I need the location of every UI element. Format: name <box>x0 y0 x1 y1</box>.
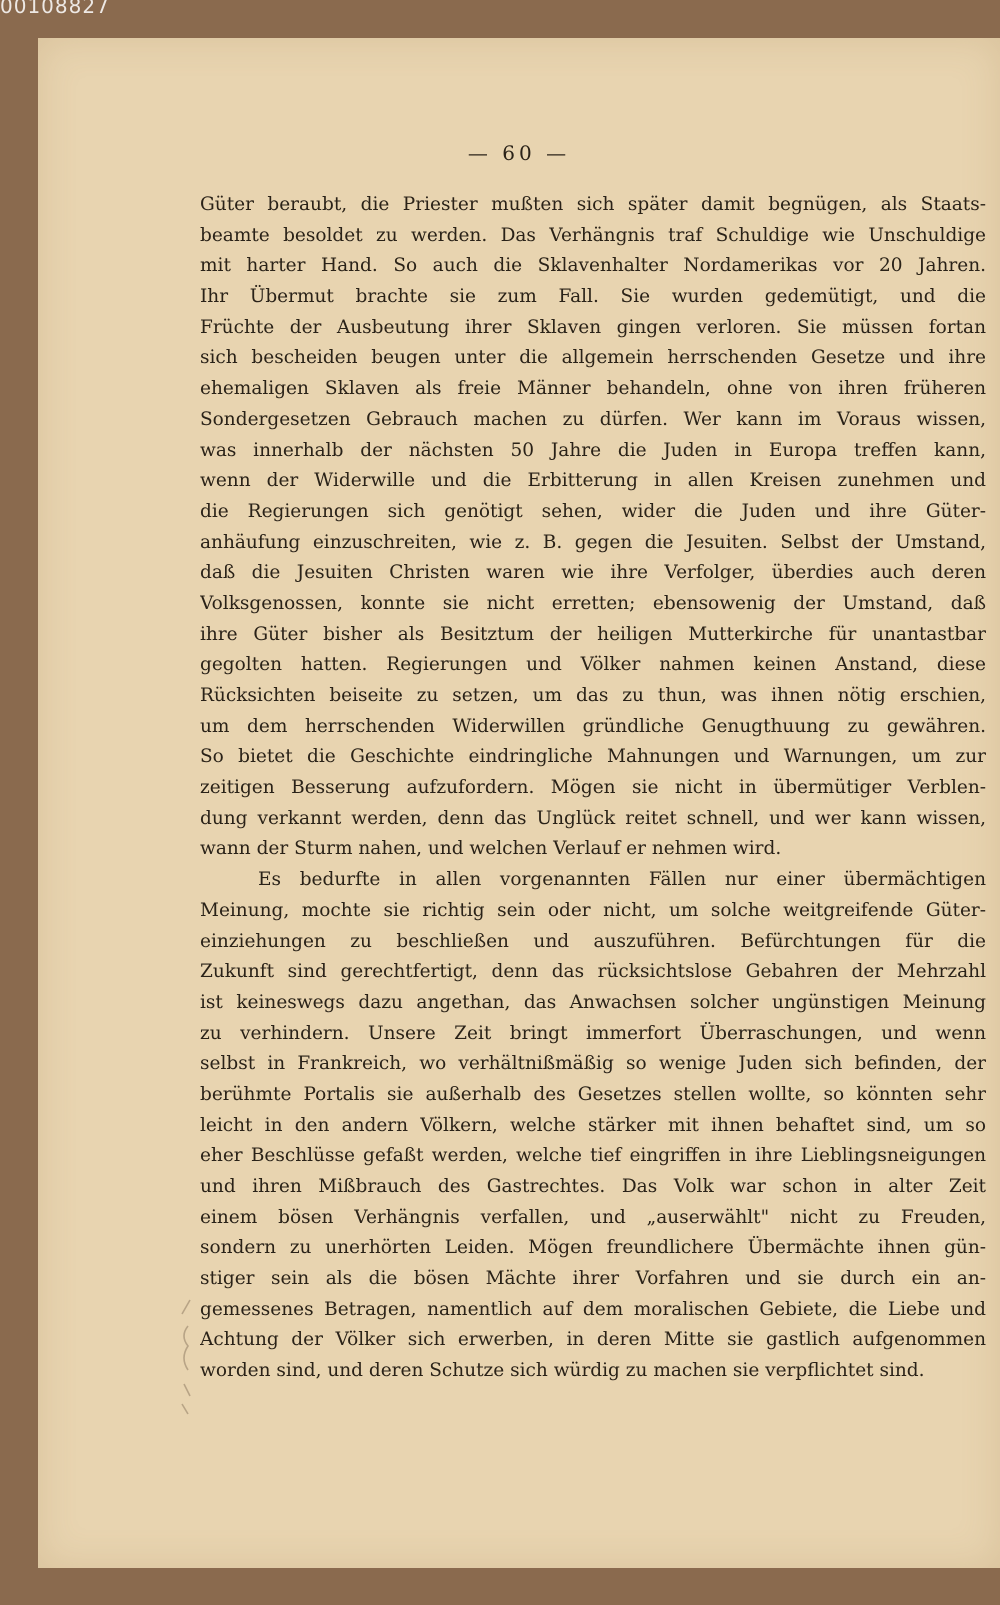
text-line: und ihren Mißbrauch des Gastrechtes. Das Volk war schon in alter Zeit <box>200 1176 986 1197</box>
text-line: Sondergesetzen Gebrauch machen zu dürfen. Wer kann im Voraus wissen, <box>200 408 986 430</box>
margin-pencil-mark <box>176 1296 196 1416</box>
text-line: stiger sein als die bösen Mächte ihrer Vorfahren und sie durch ein an- <box>200 1268 986 1290</box>
text-line: gegolten hatten. Regierungen und Völker nahmen keinen Anstand, diese <box>200 654 986 676</box>
text-line: So bietet die Geschichte eindringliche Mahnungen und Warnungen, um zur <box>200 746 986 768</box>
text-line: einziehungen zu beschließen und auszuführen. Befürchtungen für die <box>200 930 986 952</box>
body-text <box>200 190 986 1387</box>
text-line: leicht in den andern Völkern, welche stärker mit ihnen behaftet sind, um so <box>200 1114 986 1136</box>
text-line: um dem herrschenden Widerwillen gründliche Genugthuung zu gewähren. <box>200 715 986 737</box>
page-number: — 60 — <box>467 141 571 165</box>
text-line: anhäufung einzuschreiten, wie z. B. gegen die Jesuiten. Selbst der Umstand, <box>200 531 986 553</box>
text-line: Achtung der Völker sich erwerben, in deren Mitte sie gastlich aufgenommen <box>200 1329 986 1351</box>
text-line: Meinung, mochte sie richtig sein oder nicht, um solche weitgreifende Güter- <box>200 899 986 921</box>
text-line: die Regierungen sich genötigt sehen, wider die Juden und ihre Güter- <box>200 500 986 522</box>
text-line: einem bösen Verhängnis verfallen, und „auserwählt" nicht zu Freuden, <box>200 1206 986 1228</box>
text-line: ehemaligen Sklaven als freie Männer behandeln, ohne von ihren früheren <box>200 378 986 400</box>
text-line: sich bescheiden beugen unter die allgemein herrschenden Gesetze und ihre <box>200 347 986 369</box>
text-line: zu verhindern. Unsere Zeit bringt immerfort Überraschungen, und wenn <box>200 1022 986 1044</box>
text-line: zeitigen Besserung aufzufordern. Mögen sie nicht in übermütiger Verblen- <box>200 777 986 799</box>
text-line: beamte besoldet zu werden. Das Verhängnis traf Schuldige wie Unschuldige <box>200 224 986 246</box>
text-line: was innerhalb der nächsten 50 Jahre die Juden in Europa treffen kann, <box>200 439 986 461</box>
text-line: Volksgenossen, konnte sie nicht erretten; ebensowenig der Umstand, daß <box>200 592 986 614</box>
text-line: Ihr Übermut brachte sie zum Fall. Sie wurden gedemütigt, und die <box>200 286 986 308</box>
text-line: worden sind, und deren Schutze sich würdig zu machen sie verpflichtet sind. <box>200 1360 925 1382</box>
text-line: selbst in Frankreich, wo verhältnißmäßig so wenige Juden sich befinden, der <box>200 1053 986 1075</box>
text-line: Zukunft sind gerechtfertigt, denn das rücksichtslose Gebahren der Mehrzahl <box>200 961 986 983</box>
text-line: Es bedurfte in allen vorgenannten Fällen nur einer übermächtigen <box>258 869 986 891</box>
text-line: daß die Jesuiten Christen waren wie ihre Verfolger, überdies auch deren <box>200 562 986 584</box>
text-line: Rücksichten beiseite zu setzen, um das zu thun, was ihnen nötig erschien, <box>200 685 986 706</box>
text-line: wann der Sturm nahen, und welchen Verlauf er nehmen wird. <box>200 838 782 860</box>
text-line: wenn der Widerwille und die Erbitterung in allen Kreisen zunehmen und <box>200 470 986 492</box>
text-line: ist keineswegs dazu angethan, das Anwachsen solcher ungünstigen Meinung <box>200 991 986 1013</box>
text-line: dung verkannt werden, denn das Unglück reitet schnell, und wer kann wissen, <box>200 807 986 829</box>
text-line: ihre Güter bisher als Besitztum der heiligen Mutterkirche für unantastbar <box>200 623 986 645</box>
text-line: Güter beraubt, die Priester mußten sich später damit begnügen, als Staats- <box>200 194 986 215</box>
text-line: Früchte der Ausbeutung ihrer Sklaven gingen verloren. Sie müssen fortan <box>200 316 986 338</box>
text-line: sondern zu unerhörten Leiden. Mögen freundlichere Übermächte ihnen gün- <box>200 1237 986 1259</box>
scan-id: 00108827 <box>0 0 110 18</box>
text-line: gemessenes Betragen, namentlich auf dem moralischen Gebiete, die Liebe und <box>200 1298 986 1320</box>
book-page <box>38 38 1000 1568</box>
text-line: mit harter Hand. So auch die Sklavenhalter Nordamerikas vor 20 Jahren. <box>200 255 986 277</box>
text-line: eher Beschlüsse gefaßt werden, welche tief eingriffen in ihre Lieblingsneigungen <box>200 1145 986 1167</box>
text-line: berühmte Portalis sie außerhalb des Gesetzes stellen wollte, so könnten sehr <box>200 1083 986 1105</box>
